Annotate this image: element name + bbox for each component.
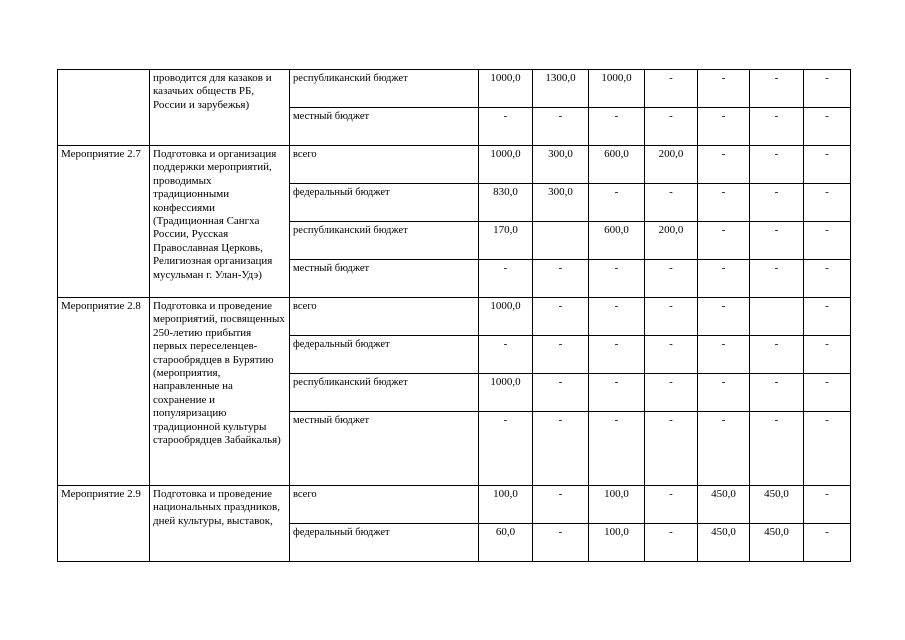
amount-cell: 100,0 — [589, 524, 645, 562]
funding-source-cell: местный бюджет — [290, 412, 479, 486]
table-row — [58, 70, 851, 108]
amount-cell: - — [645, 108, 698, 146]
funding-source-cell: всего — [290, 298, 479, 336]
amount-cell: - — [804, 412, 851, 486]
amount-cell: - — [479, 336, 533, 374]
event-cell: Мероприятие 2.8 — [58, 298, 150, 486]
amount-cell: 200,0 — [645, 222, 698, 260]
amount-cell: - — [698, 336, 750, 374]
table-row — [58, 486, 851, 524]
amount-cell: - — [589, 412, 645, 486]
amount-cell: - — [645, 298, 698, 336]
funding-source-cell: всего — [290, 146, 479, 184]
amount-cell: - — [645, 374, 698, 412]
amount-cell: 60,0 — [479, 524, 533, 562]
amount-cell: 100,0 — [589, 486, 645, 524]
funding-source-cell: всего — [290, 486, 479, 524]
amount-cell: - — [698, 108, 750, 146]
amount-cell: - — [698, 146, 750, 184]
amount-cell: - — [589, 260, 645, 298]
amount-cell: - — [533, 298, 589, 336]
amount-cell: - — [804, 374, 851, 412]
amount-cell: 450,0 — [750, 524, 804, 562]
event-cell: Мероприятие 2.7 — [58, 146, 150, 298]
description-cell: Подготовка и проведение мероприятий, посвященных 250-летию прибытия первых переселенцев-старообрядцев в Бурятию (мероприятия, направленные на сохранение и популяризацию традиционной культуры старообрядцев Забайкалья) — [150, 298, 290, 486]
amount-cell: - — [804, 336, 851, 374]
amount-cell: 1300,0 — [533, 70, 589, 108]
amount-cell: - — [533, 486, 589, 524]
amount-cell: - — [479, 108, 533, 146]
amount-cell: - — [698, 260, 750, 298]
amount-cell: - — [533, 260, 589, 298]
amount-cell: 1000,0 — [479, 146, 533, 184]
amount-cell: - — [645, 486, 698, 524]
amount-cell: - — [698, 412, 750, 486]
amount-cell: - — [698, 374, 750, 412]
amount-cell: - — [804, 524, 851, 562]
amount-cell: - — [804, 298, 851, 336]
amount-cell: - — [589, 336, 645, 374]
funding-source-cell: федеральный бюджет — [290, 184, 479, 222]
funding-source-cell: республиканский бюджет — [290, 70, 479, 108]
amount-cell: - — [804, 260, 851, 298]
description-cell: Подготовка и организация поддержки мероприятий, проводимых традиционными конфессиями (Традиционная Сангха России, Русская Православная Церковь, Религиозная организация мусульман г. Улан-Удэ) — [150, 146, 290, 298]
funding-source-cell: местный бюджет — [290, 260, 479, 298]
amount-cell: - — [645, 524, 698, 562]
amount-cell: - — [533, 336, 589, 374]
budget-table — [57, 69, 851, 562]
amount-cell: - — [533, 108, 589, 146]
amount-cell: - — [533, 524, 589, 562]
amount-cell: - — [804, 146, 851, 184]
amount-cell: - — [750, 108, 804, 146]
amount-cell: - — [750, 146, 804, 184]
amount-cell: 1000,0 — [479, 374, 533, 412]
amount-cell: 1000,0 — [479, 298, 533, 336]
amount-cell: - — [645, 412, 698, 486]
amount-cell — [533, 222, 589, 260]
amount-cell: 600,0 — [589, 222, 645, 260]
amount-cell: - — [750, 70, 804, 108]
amount-cell: - — [645, 336, 698, 374]
amount-cell: 1000,0 — [479, 70, 533, 108]
amount-cell: - — [698, 298, 750, 336]
amount-cell: - — [804, 486, 851, 524]
funding-source-cell: местный бюджет — [290, 108, 479, 146]
amount-cell: 830,0 — [479, 184, 533, 222]
amount-cell: 450,0 — [698, 524, 750, 562]
description-cell: проводится для казаков и казачьих обществ РБ, России и зарубежья) — [150, 70, 290, 146]
amount-cell: 600,0 — [589, 146, 645, 184]
amount-cell: - — [698, 184, 750, 222]
amount-cell: 1000,0 — [589, 70, 645, 108]
amount-cell: 300,0 — [533, 184, 589, 222]
amount-cell: - — [589, 374, 645, 412]
amount-cell: 100,0 — [479, 486, 533, 524]
amount-cell: - — [750, 336, 804, 374]
amount-cell: 450,0 — [750, 486, 804, 524]
amount-cell: 300,0 — [533, 146, 589, 184]
funding-source-cell: республиканский бюджет — [290, 374, 479, 412]
amount-cell: - — [750, 374, 804, 412]
description-cell: Подготовка и проведение национальных праздников, дней культуры, выставок, — [150, 486, 290, 562]
amount-cell: - — [589, 108, 645, 146]
amount-cell — [750, 298, 804, 336]
amount-cell: 170,0 — [479, 222, 533, 260]
event-cell: Мероприятие 2.9 — [58, 486, 150, 562]
funding-source-cell: федеральный бюджет — [290, 336, 479, 374]
amount-cell: - — [645, 260, 698, 298]
amount-cell: - — [804, 184, 851, 222]
funding-source-cell: федеральный бюджет — [290, 524, 479, 562]
amount-cell: - — [698, 222, 750, 260]
amount-cell: - — [479, 260, 533, 298]
amount-cell: 200,0 — [645, 146, 698, 184]
amount-cell: - — [804, 222, 851, 260]
amount-cell: - — [750, 412, 804, 486]
amount-cell: - — [589, 184, 645, 222]
amount-cell: - — [533, 412, 589, 486]
amount-cell: - — [645, 184, 698, 222]
amount-cell: - — [589, 298, 645, 336]
table-row — [58, 146, 851, 184]
amount-cell: - — [533, 374, 589, 412]
funding-source-cell: республиканский бюджет — [290, 222, 479, 260]
amount-cell: - — [804, 70, 851, 108]
amount-cell: 450,0 — [698, 486, 750, 524]
amount-cell: - — [804, 108, 851, 146]
amount-cell: - — [698, 70, 750, 108]
event-cell — [58, 70, 150, 146]
amount-cell: - — [750, 260, 804, 298]
table-row — [58, 298, 851, 336]
amount-cell: - — [479, 412, 533, 486]
amount-cell: - — [750, 184, 804, 222]
amount-cell: - — [645, 70, 698, 108]
amount-cell: - — [750, 222, 804, 260]
